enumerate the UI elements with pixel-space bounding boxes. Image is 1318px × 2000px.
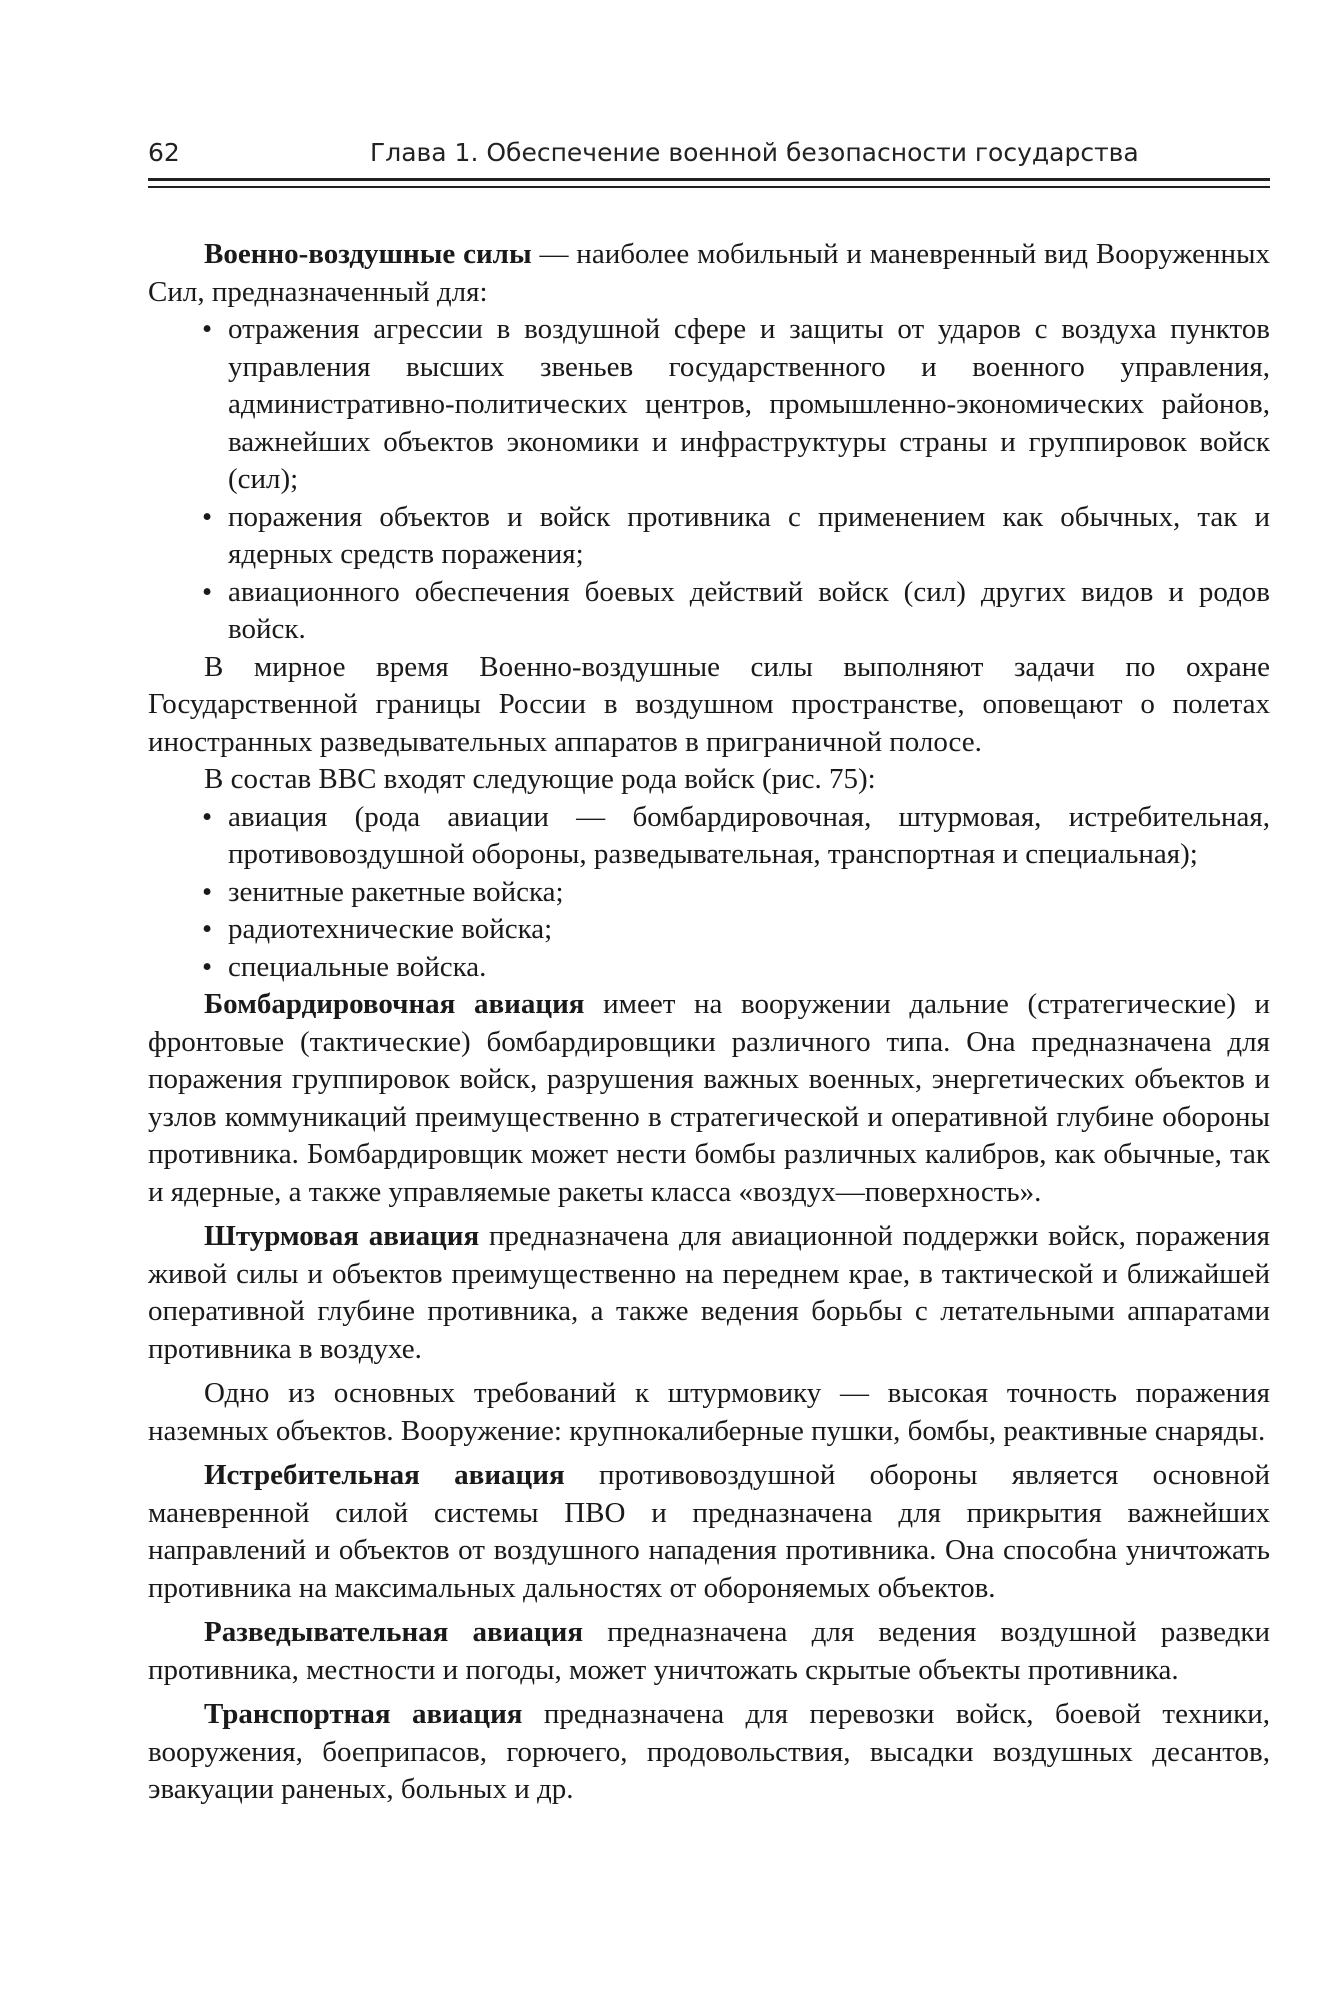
list-item	[148, 874, 1270, 912]
bullet-icon: •	[202, 575, 213, 608]
list-item	[148, 311, 1270, 499]
term-bomber: Бомбардировочная авиация	[204, 988, 585, 1020]
term-attack: Штурмовая авиация	[204, 1220, 480, 1252]
paragraph-attack	[148, 1218, 1270, 1368]
recon-text: предназначена для ведения воздушной разведки противника, местности и погоды, может уничтожать скрытые объекты противника.	[148, 1616, 1270, 1686]
transport-text: предназначена для перевозки войск, боевой техники, вооружения, боеприпасов, горючего, продовольствия, высадки воздушных десантов, эвакуации раненых, больных и др.	[148, 1698, 1270, 1805]
list-item	[148, 799, 1270, 874]
term-air-force: Военно-воздушные силы	[204, 238, 532, 270]
paragraph-bomber	[148, 986, 1270, 1211]
paragraph-recon	[148, 1614, 1270, 1689]
list-item-text: специальные войска.	[228, 950, 487, 983]
list-item	[148, 949, 1270, 987]
list-item-text: авиация (рода авиации — бомбардировочная, штурмовая, истребительная, противовоздушной обороны, разведывательная, транспортная и специальная);	[228, 800, 1270, 870]
paragraph-fighter	[148, 1457, 1270, 1607]
list-item-text: поражения объектов и войск противника с применением как обычных, так и ядерных средств поражения;	[228, 500, 1270, 570]
paragraph-attack-requirements: Одно из основных требований к штурмовику — высокая точность поражения наземных объектов. Вооружение: крупнокалиберные пушки, бомбы, реактивные снаряды.	[148, 1377, 1270, 1447]
paragraph-composition: В состав ВВС входят следующие рода войск (рис. 75):	[204, 763, 876, 795]
paragraph-air-force	[148, 236, 1270, 311]
purposes-list	[148, 311, 1270, 649]
paragraph-transport	[148, 1696, 1270, 1809]
list-item-text: зенитные ракетные войска;	[228, 875, 564, 908]
paragraph-peacetime: В мирное время Военно-воздушные силы выполняют задачи по охране Государственной границы России в воздушном пространстве, оповещают о полетах иностранных разведывательных аппаратов в приграничной полосе.	[148, 650, 1270, 758]
list-item-text: отражения агрессии в воздушной сфере и защиты от ударов с воздуха пунктов управления высших звеньев государственного и военного управления, административно-политических центров, промышленно-экономических районов, важнейших объектов экономики и инфраструктуры страны и группировок войск (сил);	[228, 313, 1270, 495]
bomber-text: имеет на вооружении дальние (стратегические) и фронтовые (тактические) бомбардировщики различного типа. Она предназначена для поражения группировок войск, разрушения важных военных, энергетических объектов и узлов коммуникаций преимущественно в стратегической и оперативной глубине обороны противника. Бомбардировщик может нести бомбы различных калибров, как обычные, так и ядерные, а также управляемые ракеты класса «воздух—поверхность».	[148, 988, 1270, 1208]
list-item-text: авиационного обеспечения боевых действий войск (сил) других видов и родов войск.	[228, 575, 1270, 645]
list-item	[148, 499, 1270, 574]
list-item	[148, 911, 1270, 949]
term-fighter: Истребительная авиация	[204, 1459, 565, 1491]
body-text	[148, 236, 1270, 1809]
air-force-definition: — наиболее мобильный и маневренный вид Вооруженных Сил, предназначенный для:	[148, 238, 1270, 308]
bullet-icon: •	[202, 913, 213, 945]
bullet-icon: •	[202, 875, 213, 908]
bullet-icon: •	[202, 950, 213, 983]
term-transport: Транспортная авиация	[204, 1698, 523, 1730]
header-rule-bottom	[148, 186, 1270, 188]
bullet-icon: •	[202, 800, 213, 833]
list-item-text: радиотехнические войска;	[228, 913, 553, 945]
bullet-icon: •	[202, 313, 213, 345]
fighter-text: противовоздушной обороны является основной маневренной силой системы ПВО и предназначена для прикрытия важнейших направлений и объектов от воздушного нападения противника. Она способна уничтожать противника на максимальных дальностях от обороняемых объектов.	[148, 1459, 1270, 1604]
term-recon: Разведывательная авиация	[204, 1616, 584, 1648]
chapter-title: Глава 1. Обеспечение военной безопасности государства	[370, 138, 1139, 167]
branches-list	[148, 799, 1270, 987]
bullet-icon: •	[202, 500, 213, 533]
page-number: 62	[148, 138, 180, 167]
list-item	[148, 574, 1270, 649]
header-rule-top	[148, 178, 1270, 181]
attack-text: предназначена для авиационной поддержки войск, поражения живой силы и объектов преимущественно на переднем крае, в тактической и ближайшей оперативной глубине противника, а также ведения борьбы с летательными аппаратами противника в воздухе.	[148, 1220, 1270, 1365]
